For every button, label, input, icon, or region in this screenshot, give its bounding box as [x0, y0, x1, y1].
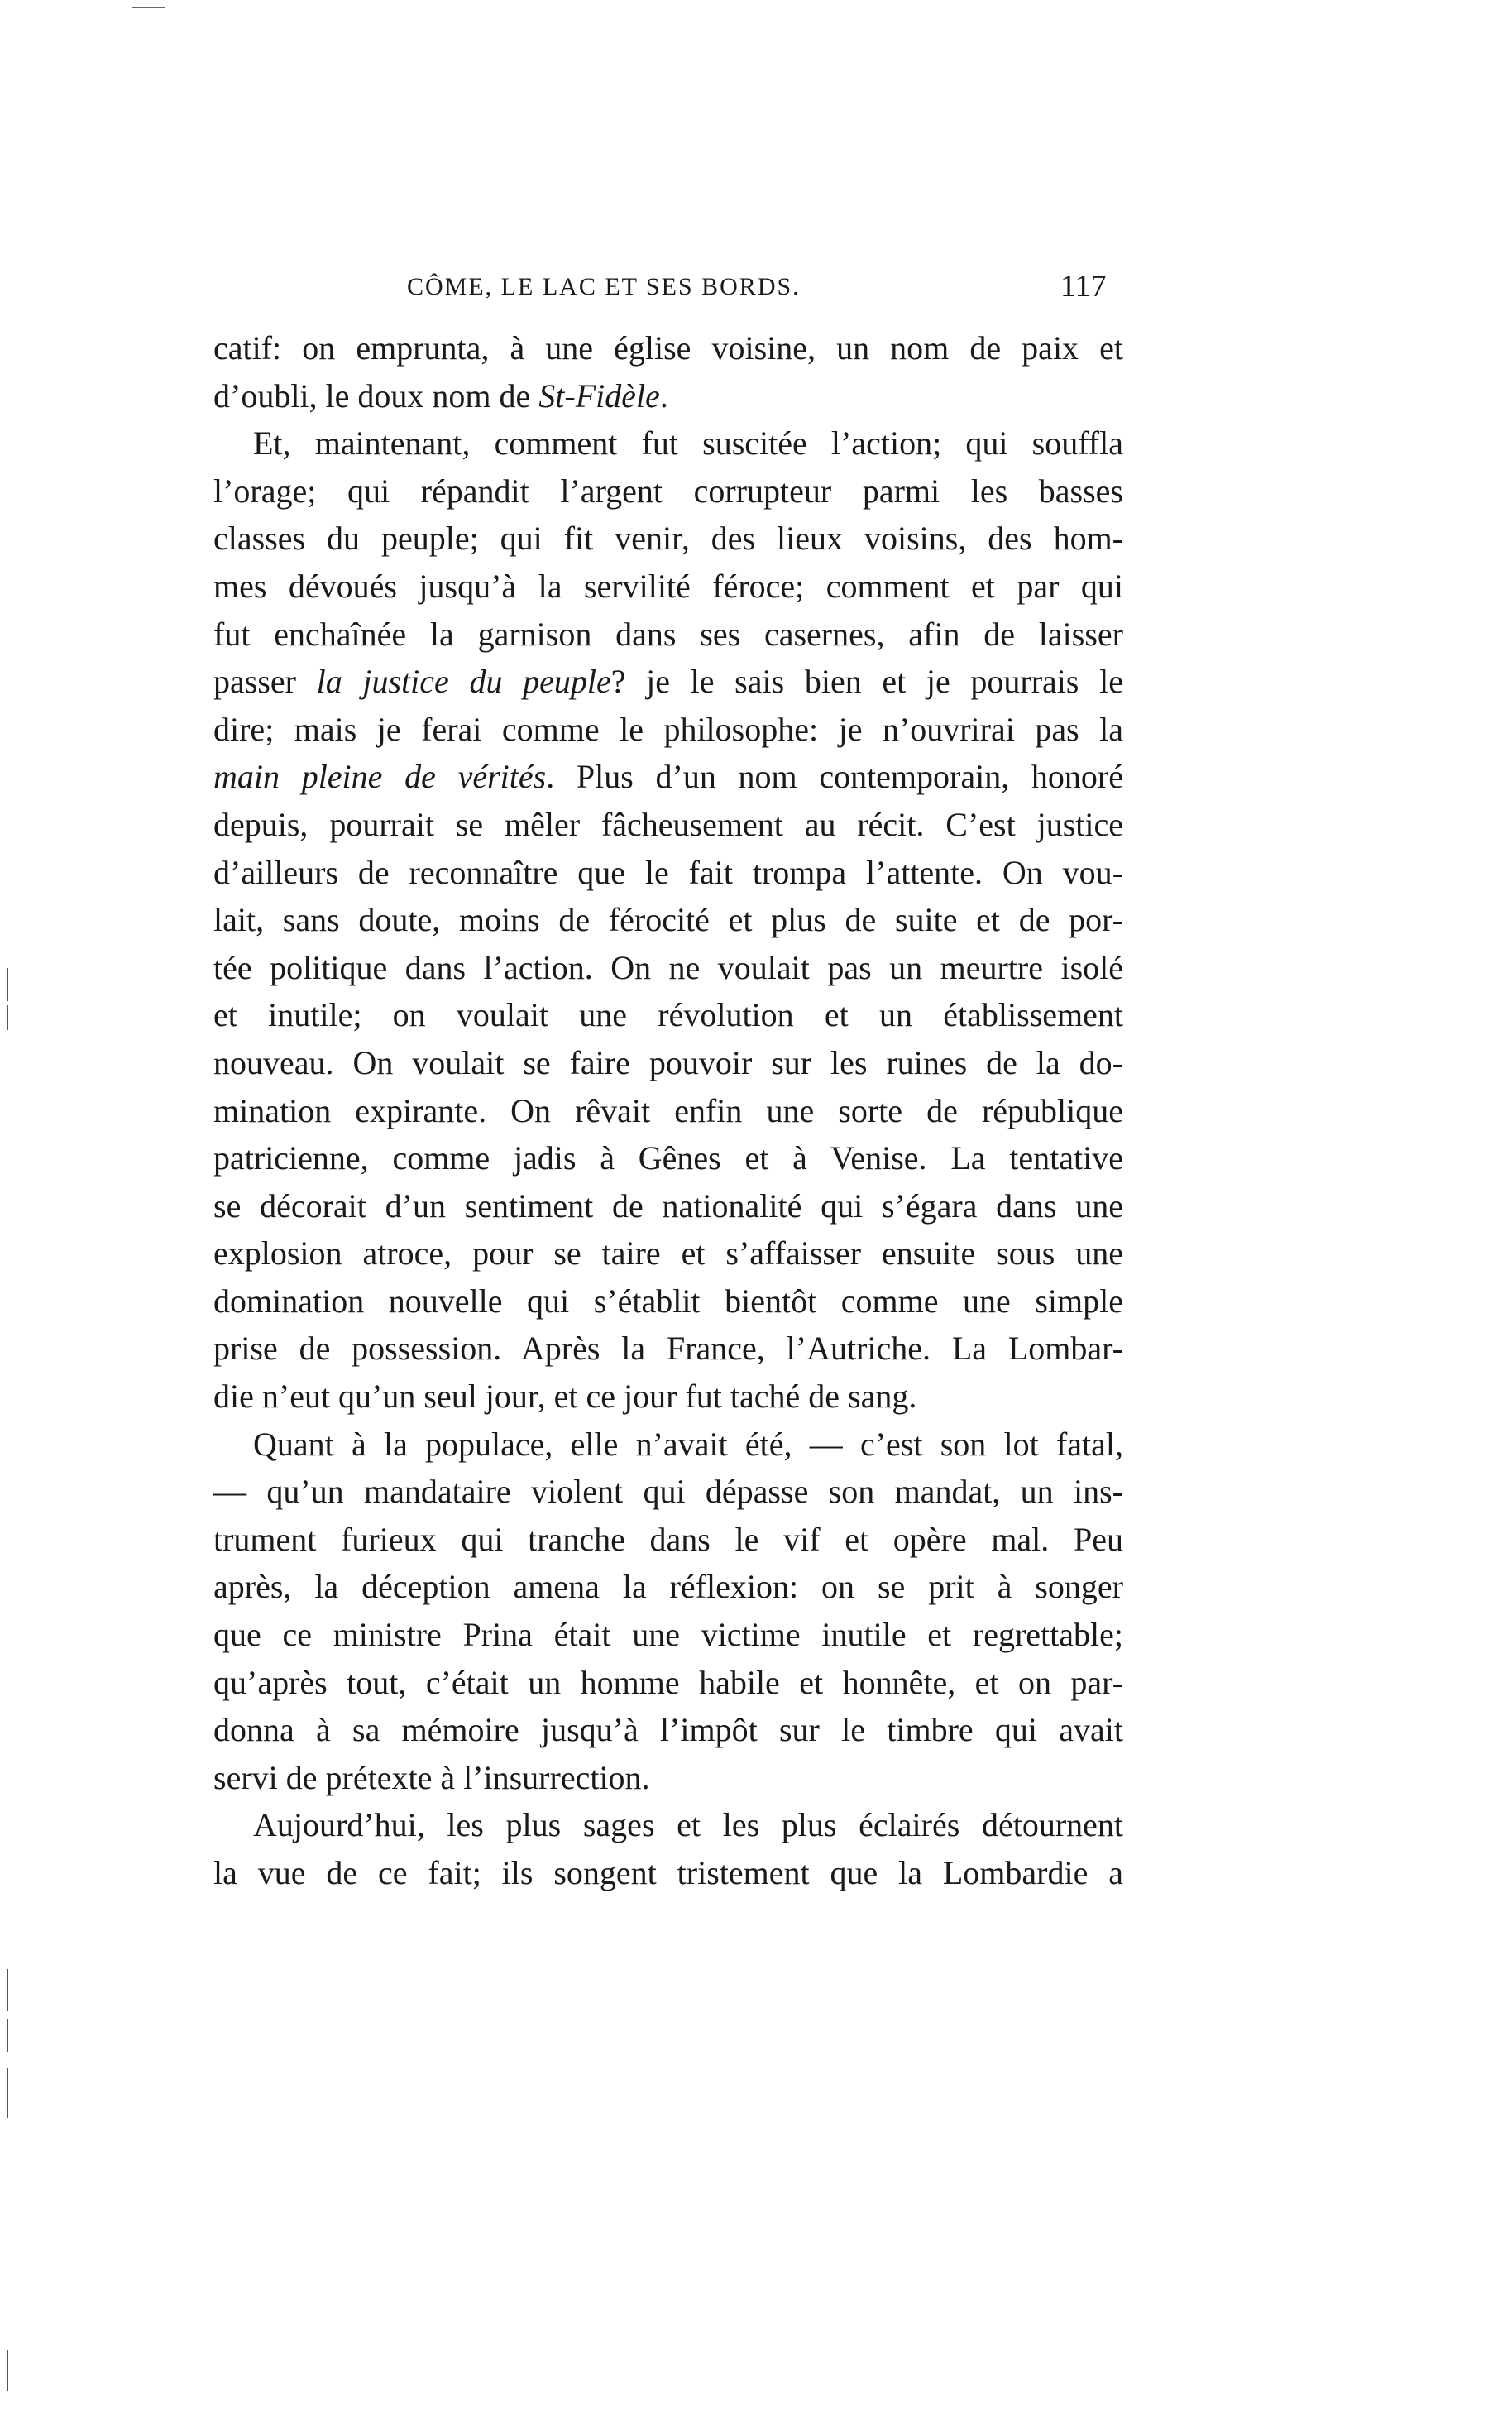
text-line: donna à sa mémoire jusqu’à l’impôt sur le timbre qui avait [213, 1711, 1123, 1749]
text-line: Aujourd’hui, les plus sages et les plus éclairés détournent [253, 1806, 1123, 1844]
text-line: qu’après tout, c’était un homme habile et honnête, et on par- [213, 1663, 1123, 1701]
margin-mark [7, 2068, 8, 2118]
italic-phrase: St-Fidèle [538, 376, 660, 415]
body-text [213, 324, 1123, 1897]
line-part: d’oubli, le doux nom de [213, 376, 539, 415]
italic-phrase: main pleine de vérités [213, 758, 547, 796]
margin-scan-marks [0, 0, 33, 2430]
text-line: classes du peuple; qui fit venir, des lieux voisins, des hom- [213, 520, 1123, 558]
line-part: . [659, 376, 668, 415]
text-line: mination expirante. On rêvait enfin une sorte de république [213, 1091, 1123, 1129]
text-line: la vue de ce fait; ils songent tristement que la Lombardie a [213, 1854, 1123, 1891]
running-head: CÔME, LE LAC ET SES BORDS. [407, 273, 801, 300]
text-line [213, 753, 1123, 801]
text-line: l’orage; qui répandit l’argent corrupteur parmi les basses [213, 472, 1123, 510]
text-line: catif: on emprunta, à une église voisine, un nom de paix et [213, 329, 1123, 367]
text-line [213, 658, 1123, 706]
page-number: 117 [1060, 269, 1107, 304]
text-line: — qu’un mandataire violent qui dépasse son mandat, un ins- [213, 1473, 1123, 1511]
text-line: et inutile; on voulait une révolution et un établissement [213, 996, 1123, 1034]
text-line: servi de prétexte à l’insurrection. [213, 1758, 650, 1796]
text-line: lait, sans doute, moins de férocité et plus de suite et de por- [213, 901, 1123, 939]
text-line: d’ailleurs de reconnaître que le fait trompa l’attente. On vou- [213, 853, 1123, 891]
text-line: nouveau. On voulait se faire pouvoir sur les ruines de la do- [213, 1043, 1123, 1081]
text-line: prise de possession. Après la France, l’Autriche. La Lombar- [213, 1330, 1123, 1368]
line-part: ? je le sais bien et je pourrais le [610, 663, 1123, 701]
text-line: se décorait d’un sentiment de nationalité qui s’égara dans une [213, 1186, 1123, 1225]
margin-mark [7, 968, 8, 1001]
text-line: patricienne, comme jadis à Gênes et à Venise. La tentative [213, 1139, 1123, 1177]
text-line: Et, maintenant, comment fut suscitée l’action; qui souffla [253, 424, 1123, 463]
line-part: passer [213, 663, 317, 701]
italic-phrase: la justice du peuple [316, 663, 611, 701]
text-line: trument furieux qui tranche dans le vif et opère mal. Peu [213, 1520, 1123, 1558]
text-line: mes dévoués jusqu’à la servilité féroce; comment et par qui [213, 567, 1123, 605]
margin-mark [7, 2350, 8, 2391]
top-edge-rule [132, 7, 165, 8]
text-line: dire; mais je ferai comme le philosophe: je n’ouvrirai pas la [213, 710, 1123, 748]
text-line [213, 372, 1123, 420]
page-header [0, 269, 1512, 314]
text-line: que ce ministre Prina était une victime inutile et regrettable; [213, 1616, 1123, 1654]
text-line: explosion atroce, pour se taire et s’affaisser ensuite sous une [213, 1234, 1123, 1273]
line-part: . Plus d’un nom contemporain, honoré [546, 758, 1123, 796]
text-line: après, la déception amena la réflexion: on se prit à songer [213, 1568, 1123, 1606]
margin-mark [7, 1005, 8, 1030]
margin-mark [7, 2019, 8, 2052]
text-line: depuis, pourrait se mêler fâcheusement au récit. C’est justice [213, 805, 1123, 843]
text-line: Quant à la populace, elle n’avait été, — c’est son lot fatal, [253, 1425, 1123, 1463]
text-line: die n’eut qu’un seul jour, et ce jour fut taché de sang. [213, 1378, 917, 1416]
text-line: fut enchaînée la garnison dans ses casernes, afin de laisser [213, 615, 1123, 653]
text-line: tée politique dans l’action. On ne voulait pas un meurtre isolé [213, 948, 1123, 986]
margin-mark [7, 1969, 8, 2011]
text-line: domination nouvelle qui s’établit bientôt comme une simple [213, 1282, 1123, 1320]
